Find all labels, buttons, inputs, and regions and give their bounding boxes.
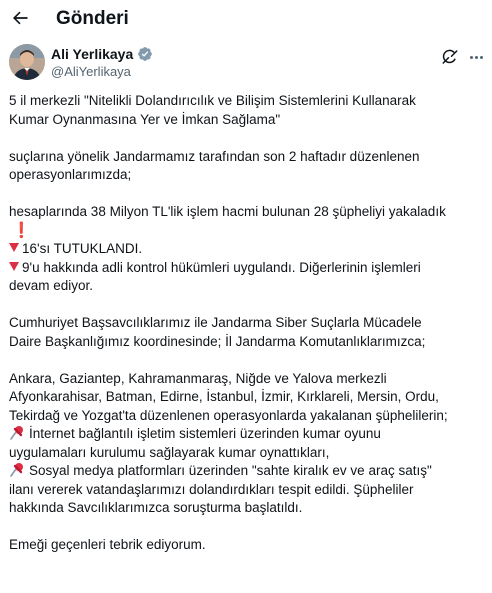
tweet-line: 5 il merkezli "Nitelikli Dolandırıcılık ve Bilişim Sistemlerini Kullanarak: [9, 93, 416, 108]
avatar-image: [9, 44, 45, 80]
tweet-text: [9, 92, 485, 555]
grok-button[interactable]: [441, 48, 459, 66]
tweet-line-text: 9'u hakkında adli kontrol hükümleri uygulandı. Diğerlerinin işlemleri: [22, 259, 421, 275]
tweet-line: uygulamaları kurulumu sağlayarak kumar oynattıkları,: [9, 444, 330, 460]
exclamation-icon: ❗: [12, 221, 31, 239]
tweet-line: Kumar Oynanmasına Yer ve İmkan Sağlama": [9, 111, 281, 127]
verified-badge-icon: [137, 46, 153, 62]
name-row: [51, 46, 153, 62]
tweet-line: Emeği geçenleri tebrik ediyorum.: [9, 537, 206, 552]
arrow-left-icon: [10, 8, 30, 28]
tweet-line: operasyonlarımızda;: [9, 167, 132, 182]
tweet-line-text: İnternet bağlantılı işletim sistemleri üzerinden kumar oyunu: [29, 426, 381, 441]
pushpin-icon: [9, 425, 25, 441]
tweet-line: Afyonkarahisar, Batman, Edirne, İstanbul, İzmir, Kırklareli, Mersin, Ordu,: [9, 389, 439, 404]
tweet-line: [9, 259, 485, 278]
more-button[interactable]: [466, 48, 486, 66]
tweet-line: hakkında Savcılıklarımızca soruşturma başlatıldı.: [9, 500, 303, 515]
tweet-line: suçlarına yönelik Jandarmamız tarafından son 2 haftadır düzenlenen: [9, 148, 420, 164]
tweet-line: [9, 462, 485, 481]
tweet-line: Tekirdağ ve Yozgat'ta düzenlenen operasyonlarda yakalanan şüphelilerin;: [9, 407, 448, 423]
tweet-line: hesaplarında 38 Milyon TL'lik işlem hacmi bulunan 28 şüpheliyi yakaladık: [9, 204, 446, 219]
tweet-line: Cumhuriyet Başsavcılıklarımız ile Jandarma Siber Suçlarla Mücadele: [9, 315, 422, 330]
tweet-line-text: Sosyal medya platformları üzerinden "sahte kiralık ev ve araç satış": [29, 463, 432, 478]
pushpin-icon: [9, 462, 25, 478]
top-bar: [0, 0, 492, 40]
tweet-line-text: 16'sı TUTUKLANDI.: [22, 241, 143, 256]
avatar[interactable]: [9, 44, 45, 80]
tweet-line: Daire Başkanlığımız koordinesinde; İl Jandarma Komutanlıklarımızca;: [9, 333, 426, 349]
tweet-line: [9, 425, 485, 444]
more-icon: [470, 56, 473, 59]
tweet-line: [9, 240, 485, 259]
tweet-line: ilanı vererek vatandaşlarımızı dolandırdıkları tespit edildi. Şüpheliler: [9, 481, 414, 497]
tweet-line: devam ediyor.: [9, 278, 94, 293]
red-down-triangle-icon: [9, 243, 19, 252]
author-handle[interactable]: @AliYerlikaya: [51, 64, 131, 79]
grok-icon: [441, 48, 459, 66]
author-name[interactable]: Ali Yerlikaya: [51, 46, 134, 62]
back-button[interactable]: [6, 4, 34, 32]
tweet-line: Ankara, Gaziantep, Kahramanmaraş, Niğde ve Yalova merkezli: [9, 370, 387, 386]
page-title: Gönderi: [56, 8, 129, 29]
tweet-line: [9, 222, 485, 241]
red-down-triangle-icon: [9, 262, 19, 271]
tweet-author: [0, 44, 492, 84]
